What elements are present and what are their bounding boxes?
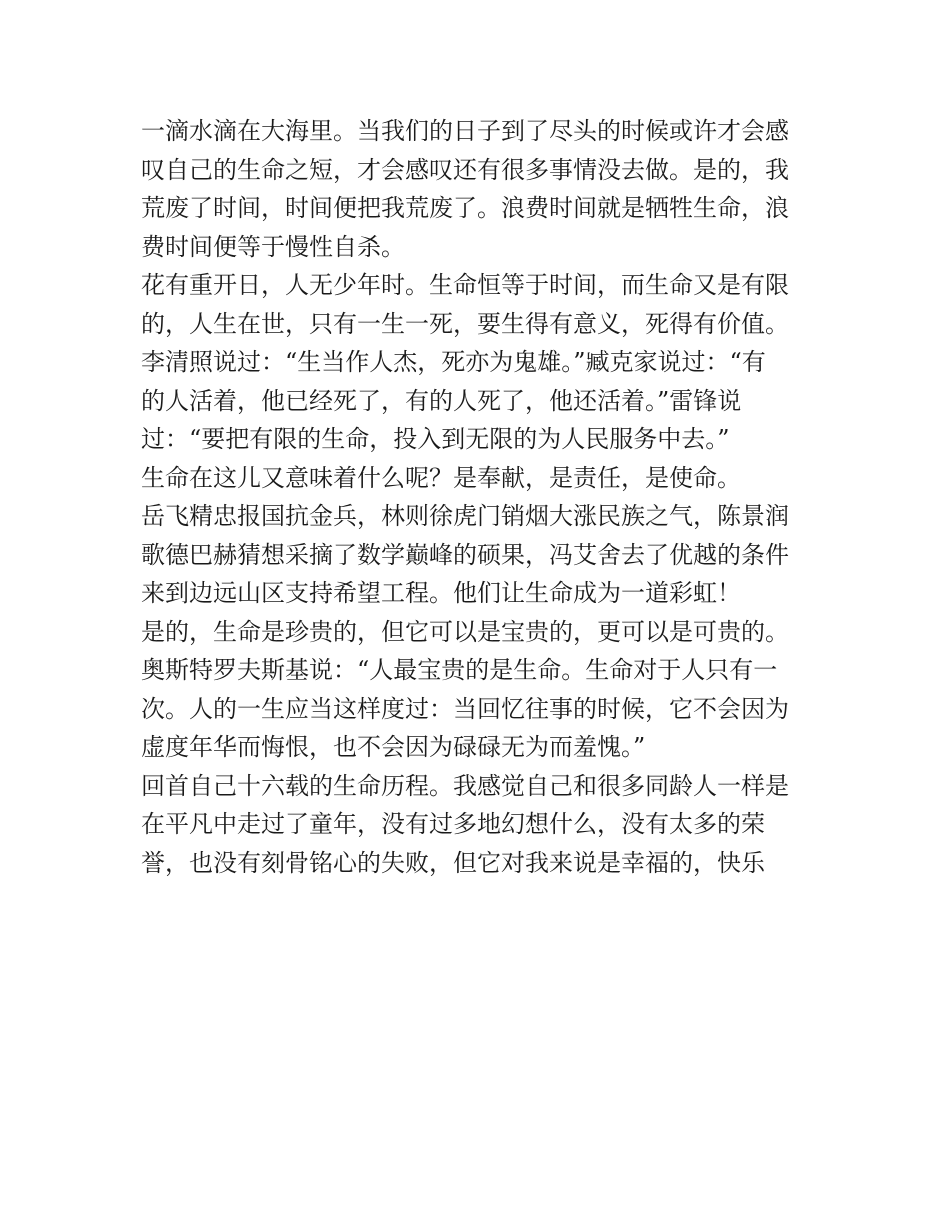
text-line: 在平凡中走过了童年，没有过多地幻想什么，没有太多的荣	[141, 810, 765, 838]
text-line: 叹自己的生命之短，才会感叹还有很多事情没去做。是的，我	[141, 155, 789, 184]
text-line: 虚度年华而悔恨，也不会因为碌碌无为而羞愧。”	[141, 733, 646, 761]
text-line: 的，人生在世，只有一生一死，要生得有意义，死得有价值。	[141, 309, 789, 338]
text-line: 岳飞精忠报国抗金兵，林则徐虎门销烟大涨民族之气，陈景润	[141, 502, 789, 530]
text-line: 的人活着，他已经死了，有的人死了，他还活着。”雷锋说	[141, 386, 742, 415]
text-line: 誉，也没有刻骨铭心的失败，但它对我来说是幸福的，快乐	[141, 848, 765, 877]
text-line: 一滴水滴在大海里。当我们的日子到了尽头的时候或许才会感	[141, 117, 789, 145]
text-line: 奥斯特罗夫斯基说：“人最宝贵的是生命。生命对于人只有一	[141, 656, 778, 684]
text-line: 来到边远山区支持希望工程。他们让生命成为一道彩虹！	[141, 579, 741, 607]
text-line: 是的，生命是珍贵的，但它可以是宝贵的，更可以是可贵的。	[141, 617, 789, 646]
text-line: 费时间便等于慢性自杀。	[141, 232, 405, 261]
text-line: 荒废了时间，时间便把我荒废了。浪费时间就是牺牲生命，浪	[141, 194, 789, 222]
text-line: 次。人的一生应当这样度过：当回忆往事的时候，它不会因为	[141, 694, 789, 723]
text-line: 花有重开日，人无少年时。生命恒等于时间，而生命又是有限	[141, 271, 789, 299]
text-line: 歌德巴赫猜想采摘了数学巅峰的硕果，冯艾舍去了优越的条件	[141, 540, 789, 569]
text-line: 回首自己十六载的生命历程。我感觉自己和很多同龄人一样是	[141, 771, 789, 800]
text-line: 过：“要把有限的生命，投入到无限的为人民服务中去。”	[141, 425, 730, 453]
document-body	[141, 112, 821, 882]
text-line: 李清照说过：“生当作人杰，死亦为鬼雄。”臧克家说过：“有	[141, 348, 766, 376]
text-line: 生命在这儿又意味着什么呢？是奉献，是责任，是使命。	[141, 463, 741, 492]
